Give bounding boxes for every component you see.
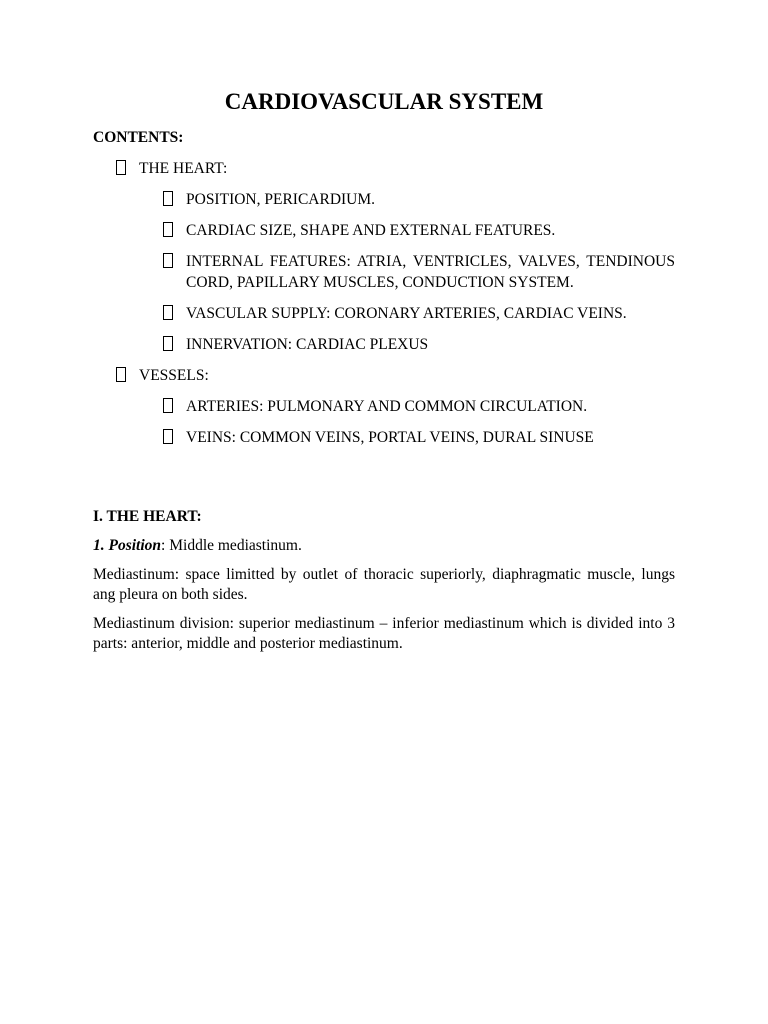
position-line [93, 536, 675, 556]
bullet-icon [163, 191, 173, 206]
bullet-icon [163, 398, 173, 413]
bullet-icon [163, 305, 173, 320]
section-heading: I. THE HEART: [93, 508, 202, 525]
paragraph: Mediastinum division: superior mediastinum – inferior mediastinum which is divided into 3 parts: anterior, middle and posterior mediastinum. [93, 615, 675, 652]
subsection-heading: 1. Position [93, 537, 162, 554]
bullet-icon [116, 160, 126, 175]
toc-subitem [93, 189, 675, 210]
position-text: : Middle mediastinum. [161, 537, 302, 554]
bullet-icon [163, 253, 173, 268]
document-title: CARDIOVASCULAR SYSTEM [224, 89, 544, 114]
toc-subitem-label: POSITION, PERICARDIUM. [186, 191, 376, 208]
section-body [93, 536, 675, 663]
toc-subitem-label: ARTERIES: PULMONARY AND COMMON CIRCULATION. [186, 398, 588, 415]
toc-subitem [93, 427, 675, 448]
bullet-icon [116, 367, 126, 382]
toc-item-vessels [93, 365, 675, 386]
paragraph: Mediastinum: space limitted by outlet of thoracic superiorly, diaphragmatic muscle, lungs ang pleura on both sides. [93, 566, 675, 603]
toc-subitem-label: CARDIAC SIZE, SHAPE AND EXTERNAL FEATURES. [186, 222, 556, 239]
toc-subitem [93, 303, 675, 324]
toc-subitem [93, 251, 675, 293]
toc-subitem [93, 396, 675, 417]
toc-subitem-label: VASCULAR SUPPLY: CORONARY ARTERIES, CARDIAC VEINS. [186, 305, 627, 322]
toc-item-label: VESSELS: [139, 367, 209, 384]
toc-item-heart [93, 158, 675, 179]
bullet-icon [163, 336, 173, 351]
toc-subitem [93, 334, 675, 355]
toc-item-label: THE HEART: [139, 160, 228, 177]
toc-subitem-label: INTERNAL FEATURES: ATRIA, VENTRICLES, VALVES, TENDINOUS CORD, PAPILLARY MUSCLES, CONDUCTION SYSTEM. [186, 253, 675, 291]
toc-subitem-label: INNERVATION: CARDIAC PLEXUS [186, 336, 429, 353]
bullet-icon [163, 429, 173, 444]
contents-heading: CONTENTS: [93, 129, 184, 146]
bullet-icon [163, 222, 173, 237]
toc-subitem-label: VEINS: COMMON VEINS, PORTAL VEINS, DURAL SINUSE [186, 429, 594, 446]
table-of-contents [93, 158, 675, 458]
toc-subitem [93, 220, 675, 241]
